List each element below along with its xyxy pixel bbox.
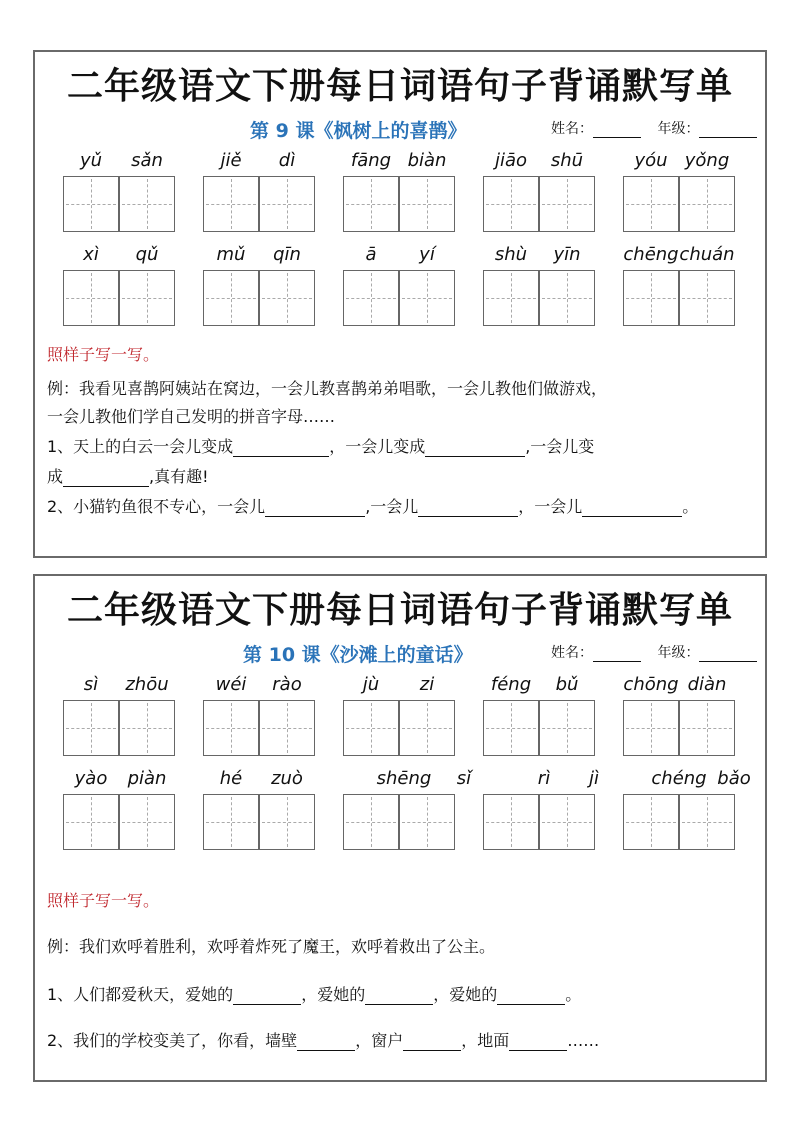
pinyin-row-1	[35, 674, 769, 702]
pinyin-label: biàn	[407, 150, 447, 171]
question-1-line-1	[47, 434, 594, 457]
pinyin-row-2	[35, 768, 769, 796]
tianzige-box[interactable]	[343, 700, 399, 756]
tianzige-box[interactable]	[539, 270, 595, 326]
pinyin-label: sǐ	[456, 768, 472, 789]
writing-grid-row-1	[35, 176, 769, 234]
tianzige-box[interactable]	[259, 176, 315, 232]
answer-blank[interactable]	[233, 988, 301, 1005]
question-text: ，爱她的	[433, 985, 498, 1004]
pinyin-label: chōng	[623, 674, 679, 695]
question-text: ,一会儿变	[525, 437, 595, 456]
pinyin-label: zhōu	[125, 674, 169, 695]
pinyin-label: shū	[550, 150, 584, 171]
tianzige-box[interactable]	[259, 270, 315, 326]
tianzige-box[interactable]	[399, 270, 455, 326]
name-field[interactable]	[593, 647, 641, 662]
pinyin-label: yǒng	[684, 150, 730, 171]
tianzige-box[interactable]	[343, 794, 399, 850]
pinyin-label: shù	[494, 244, 528, 265]
question-text: ,真有趣!	[149, 467, 209, 486]
answer-blank[interactable]	[365, 988, 433, 1005]
pinyin-label: yóu	[634, 150, 668, 171]
question-text: 2、我们的学校变美了，你看，墙壁	[47, 1031, 298, 1050]
pinyin-label: chéng	[651, 768, 707, 789]
pinyin-label: jiě	[220, 150, 242, 171]
pinyin-label: dì	[278, 150, 296, 171]
grade-label: 年级：	[657, 645, 700, 661]
name-field[interactable]	[593, 123, 641, 138]
tianzige-box[interactable]	[623, 700, 679, 756]
example-sentence: 例：我们欢呼着胜利，欢呼着炸死了魔王，欢呼着救出了公主。	[47, 937, 496, 956]
pinyin-label: rì	[537, 768, 551, 789]
question-text: 2、小猫钓鱼很不专心，一会儿	[47, 497, 266, 516]
pinyin-row-1	[35, 150, 769, 178]
tianzige-box[interactable]	[119, 794, 175, 850]
example-sentence-line-2: 一会儿教他们学自己发明的拼音字母……	[47, 407, 336, 426]
question-1-line-2	[47, 464, 209, 487]
pinyin-label: sì	[83, 674, 99, 695]
pinyin-label: wéi	[215, 674, 247, 695]
tianzige-box[interactable]	[343, 176, 399, 232]
answer-blank[interactable]	[63, 470, 149, 487]
pinyin-label: yí	[419, 244, 435, 265]
pinyin-label: féng	[490, 674, 532, 695]
question-text: ,一会儿	[365, 497, 419, 516]
tianzige-box[interactable]	[119, 700, 175, 756]
question-text: 成	[47, 467, 64, 486]
pinyin-label: jiāo	[494, 150, 528, 171]
tianzige-box[interactable]	[679, 794, 735, 850]
tianzige-box[interactable]	[399, 176, 455, 232]
question-text: ……	[567, 1031, 600, 1050]
grade-label: 年级：	[657, 121, 700, 137]
question-text: ，地面	[461, 1031, 510, 1050]
pinyin-label: diàn	[687, 674, 727, 695]
tianzige-box[interactable]	[203, 176, 259, 232]
pinyin-label: yǔ	[79, 150, 103, 171]
lesson-title: 第 10 课《沙滩上的童话》	[243, 644, 473, 666]
tianzige-box[interactable]	[203, 700, 259, 756]
pinyin-row-2	[35, 244, 769, 272]
tianzige-box[interactable]	[483, 794, 539, 850]
pinyin-label: zi	[419, 674, 435, 695]
example-sentence-line-1: 例：我看见喜鹊阿姨站在窝边，一会儿教喜鹊弟弟唱歌，一会儿教他们做游戏，	[47, 379, 608, 398]
tianzige-box[interactable]	[399, 794, 455, 850]
tianzige-box[interactable]	[679, 270, 735, 326]
worksheet-card-lesson-10	[33, 574, 767, 1082]
pinyin-label: bǎo	[717, 768, 751, 789]
pinyin-label: rào	[272, 674, 302, 695]
answer-blank[interactable]	[403, 1034, 461, 1051]
pinyin-label: jù	[362, 674, 380, 695]
tianzige-box[interactable]	[203, 270, 259, 326]
pinyin-label: yīn	[553, 244, 581, 265]
tianzige-box[interactable]	[623, 270, 679, 326]
question-text: ，一会儿	[518, 497, 583, 516]
tianzige-box[interactable]	[399, 700, 455, 756]
grade-field[interactable]	[699, 647, 757, 662]
pinyin-label: ā	[365, 244, 377, 265]
pinyin-label: chuán	[679, 244, 735, 265]
pinyin-label: chēng	[623, 244, 679, 265]
pinyin-label: qǔ	[135, 244, 159, 265]
tianzige-box[interactable]	[343, 270, 399, 326]
question-text: 1、人们都爱秋天，爱她的	[47, 985, 234, 1004]
tianzige-box[interactable]	[679, 176, 735, 232]
worksheet-card-lesson-9	[33, 50, 767, 558]
pinyin-label: sǎn	[131, 150, 163, 171]
tianzige-box[interactable]	[623, 176, 679, 232]
question-2	[47, 494, 698, 517]
pinyin-label: yào	[74, 768, 108, 789]
answer-blank[interactable]	[582, 500, 682, 517]
student-info	[551, 642, 757, 662]
tianzige-box[interactable]	[63, 700, 119, 756]
section-heading: 照样子写一写。	[47, 891, 160, 910]
grade-field[interactable]	[699, 123, 757, 138]
pinyin-label: shēng	[376, 768, 432, 789]
tianzige-box[interactable]	[679, 700, 735, 756]
writing-grid-row-2	[35, 270, 769, 328]
writing-grid-row-1	[35, 700, 769, 758]
answer-blank[interactable]	[425, 440, 525, 457]
question-1	[47, 982, 581, 1005]
name-label: 姓名：	[551, 121, 593, 137]
answer-blank[interactable]	[265, 500, 365, 517]
answer-blank[interactable]	[233, 440, 329, 457]
student-info	[551, 118, 757, 138]
pinyin-label: zuò	[271, 768, 303, 789]
pinyin-label: mǔ	[216, 244, 246, 265]
tianzige-box[interactable]	[63, 270, 119, 326]
tianzige-box[interactable]	[119, 176, 175, 232]
pinyin-label: qīn	[273, 244, 301, 265]
tianzige-box[interactable]	[259, 794, 315, 850]
tianzige-box[interactable]	[119, 270, 175, 326]
question-text: 1、天上的白云一会儿变成	[47, 437, 234, 456]
answer-blank[interactable]	[297, 1034, 355, 1051]
tianzige-box[interactable]	[539, 176, 595, 232]
answer-blank[interactable]	[418, 500, 518, 517]
worksheet-title: 二年级语文下册每日词语句子背诵默写单	[66, 589, 733, 631]
name-label: 姓名：	[551, 645, 593, 661]
tianzige-box[interactable]	[623, 794, 679, 850]
tianzige-box[interactable]	[539, 794, 595, 850]
pinyin-label: piàn	[127, 768, 167, 789]
pinyin-label: fāng	[350, 150, 392, 171]
question-text: 。	[565, 985, 582, 1004]
lesson-title: 第 9 课《枫树上的喜鹊》	[250, 120, 467, 142]
pinyin-label: xì	[83, 244, 99, 265]
worksheet-title: 二年级语文下册每日词语句子背诵默写单	[66, 65, 733, 107]
question-text: ，窗户	[355, 1031, 404, 1050]
question-2	[47, 1028, 599, 1051]
section-heading: 照样子写一写。	[47, 345, 160, 364]
tianzige-box[interactable]	[483, 176, 539, 232]
tianzige-box[interactable]	[203, 794, 259, 850]
pinyin-label: bǔ	[555, 674, 579, 695]
question-text: 。	[682, 497, 699, 516]
pinyin-label: jì	[588, 768, 599, 789]
writing-grid-row-2	[35, 794, 769, 852]
tianzige-box[interactable]	[259, 700, 315, 756]
tianzige-box[interactable]	[63, 176, 119, 232]
question-text: ，一会儿变成	[329, 437, 426, 456]
tianzige-box[interactable]	[483, 270, 539, 326]
tianzige-box[interactable]	[483, 700, 539, 756]
tianzige-box[interactable]	[539, 700, 595, 756]
question-text: ，爱她的	[301, 985, 366, 1004]
pinyin-label: hé	[219, 768, 243, 789]
answer-blank[interactable]	[509, 1034, 567, 1051]
tianzige-box[interactable]	[63, 794, 119, 850]
answer-blank[interactable]	[497, 988, 565, 1005]
